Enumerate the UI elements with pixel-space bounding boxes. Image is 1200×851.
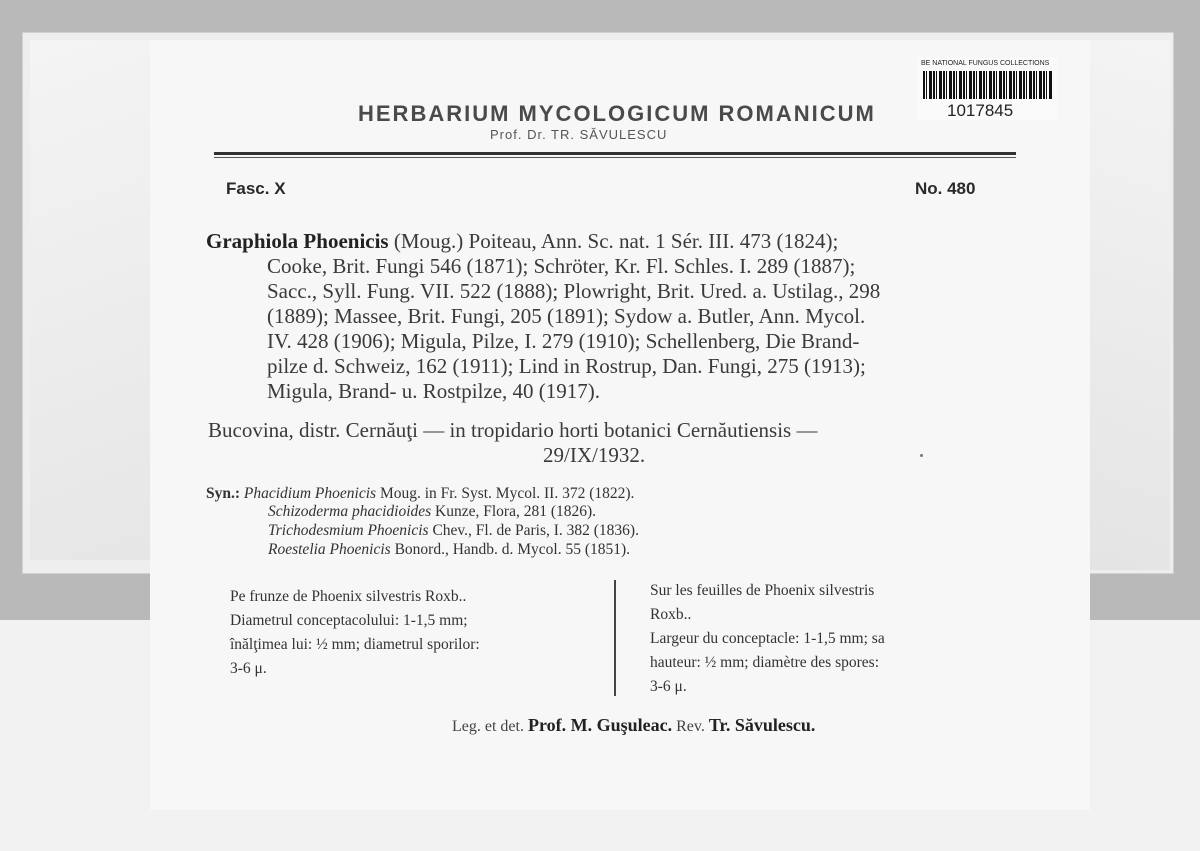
taxon-line-6: pilze d. Schweiz, 162 (1911); Lind in Rostrup, Dan. Fungi, 275 (1913); <box>267 354 866 378</box>
taxon-line-4: (1889); Massee, Brit. Fungi, 205 (1891); Sydow a. Butler, Ann. Mycol. <box>267 304 866 328</box>
fascicle-label: Fasc. X <box>226 179 286 198</box>
reviser-name: Tr. Săvulescu. <box>708 715 816 735</box>
host-fr-line-5: 3-6 μ. <box>650 678 687 695</box>
host-ro-line-3: înălţimea lui: ½ mm; diametrul sporilor: <box>230 636 480 653</box>
synonym-line-1: Syn.: Phacidium Phoenicis Moug. in Fr. Syst. Mycol. II. 372 (1822). <box>206 485 635 502</box>
taxon-name: Graphiola Phoenicis <box>206 229 389 253</box>
host-fr-line-1: Sur les feuilles de Phoenix silvestris <box>650 582 875 599</box>
herbarium-title: HERBARIUM MYCOLOGICUM ROMANICUM <box>358 101 876 126</box>
host-ro-line-4: 3-6 μ. <box>230 660 267 677</box>
collector-line: Leg. et det. Prof. M. Guşuleac. Rev. Tr. Săvulescu. <box>452 715 816 735</box>
host-fr-line-2: Roxb.. <box>650 606 692 623</box>
synonym-line-2: Schizoderma phacidioides Kunze, Flora, 281 (1826). <box>268 503 597 520</box>
synonym-line-4: Roestelia Phoenicis Bonord., Handb. d. Mycol. 55 (1851). <box>268 541 631 558</box>
locality-date: 29/IX/1932. <box>543 443 646 467</box>
envelope-fold-right <box>1090 40 1170 570</box>
barcode-image <box>923 71 1053 99</box>
herbarium-subtitle: Prof. Dr. TR. SĂVULESCU <box>490 127 668 142</box>
taxon-line-7: Migula, Brand- u. Rostpilze, 40 (1917). <box>267 379 601 403</box>
barcode-number: 1017845 <box>947 101 1014 120</box>
synonyms-label: Syn.: <box>206 485 241 502</box>
host-ro-line-2: Diametrul conceptacolului: 1-1,5 mm; <box>230 612 468 629</box>
taxon-line-3: Sacc., Syll. Fung. VII. 522 (1888); Plowright, Brit. Ured. a. Ustilag., 298 <box>267 279 881 303</box>
collector-name: Prof. M. Guşuleac. <box>527 715 673 735</box>
synonym-line-3: Trichodesmium Phoenicis Chev., Fl. de Paris, I. 382 (1836). <box>268 522 639 539</box>
column-divider <box>614 580 616 696</box>
host-fr-line-4: hauteur: ½ mm; diamètre des spores: <box>650 654 879 671</box>
host-ro-line-1: Pe frunze de Phoenix silvestris Roxb.. <box>230 588 467 605</box>
taxon-line-2: Cooke, Brit. Fungi 546 (1871); Schröter, Kr. Fl. Schles. I. 289 (1887); <box>267 254 856 278</box>
header-rule-thin <box>214 157 1016 158</box>
barcode-caption: BE NATIONAL FUNGUS COLLECTIONS <box>921 60 1050 67</box>
envelope-fold-left <box>30 40 150 560</box>
taxon-line-1: Graphiola Phoenicis (Moug.) Poiteau, Ann. Sc. nat. 1 Sér. III. 473 (1824); <box>206 229 839 253</box>
host-fr-line-3: Largeur du conceptacle: 1-1,5 mm; sa <box>650 630 885 647</box>
locality-line-1: Bucovina, distr. Cernăuţi — in tropidario horti botanici Cernăutiensis — <box>208 418 818 442</box>
speck <box>920 454 923 457</box>
taxon-line-5: IV. 428 (1906); Migula, Pilze, I. 279 (1910); Schellenberg, Die Brand- <box>267 329 860 353</box>
specimen-number: No. 480 <box>915 179 976 198</box>
header-rule-thick <box>214 152 1016 155</box>
